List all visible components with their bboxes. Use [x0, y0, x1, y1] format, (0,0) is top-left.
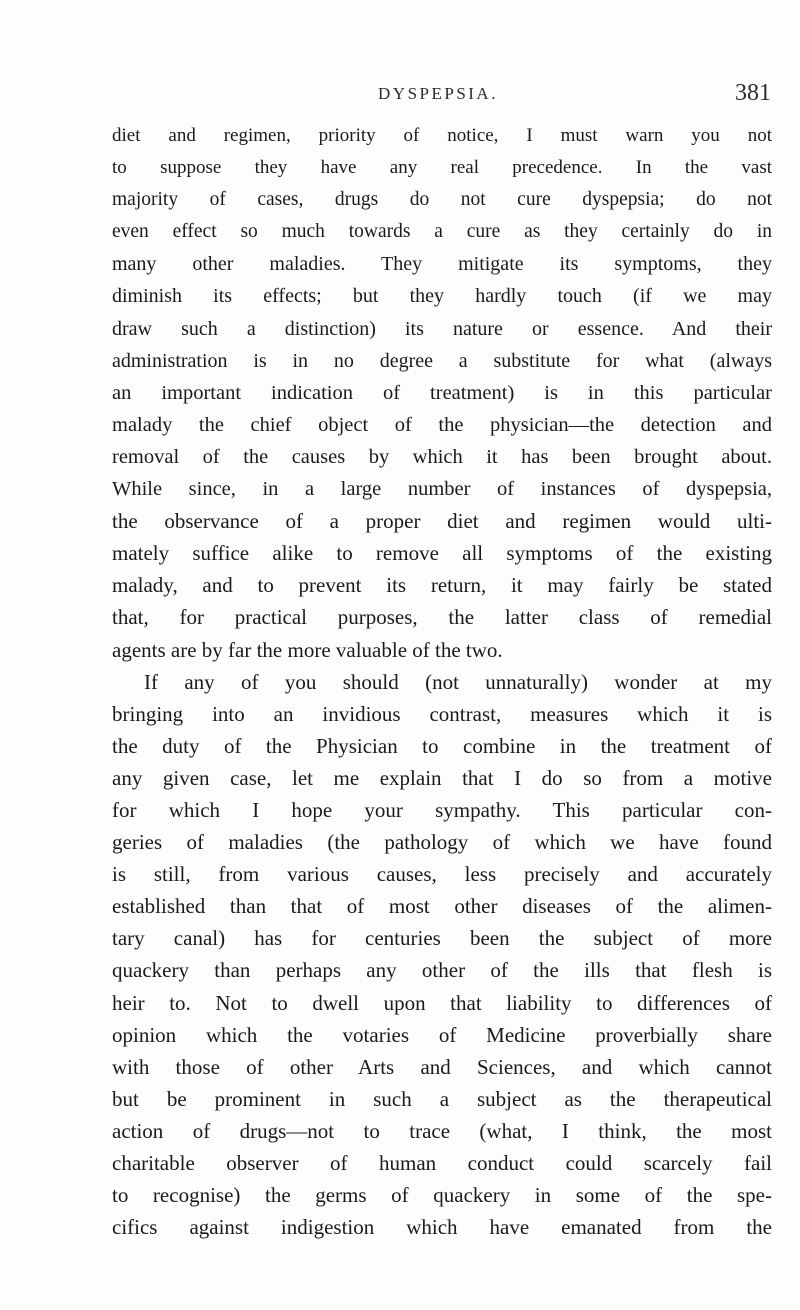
text-line: many other maladies. They mitigate its symptoms, they: [112, 253, 772, 276]
text-line: any given case, let me explain that I do so from a motive: [112, 765, 772, 790]
text-line: mately suffice alike to remove all symptoms of the existing: [112, 541, 772, 566]
text-line: to recognise) the germs of quackery in some of the spe-: [112, 1183, 772, 1208]
text-line: action of drugs—not to trace (what, I think, the most: [112, 1118, 772, 1143]
text-line: administration is in no degree a substitute for what (always: [112, 349, 772, 372]
text-line: While since, in a large number of instances of dyspepsia,: [112, 478, 772, 501]
text-line: with those of other Arts and Sciences, and which cannot: [112, 1054, 772, 1079]
text-line: tary canal) has for centuries been the subject of more: [112, 926, 772, 951]
text-line: to suppose they have any real precedence. In the vast: [112, 157, 772, 179]
text-line: diet and regimen, priority of notice, I must warn you not: [112, 125, 772, 146]
text-line: bringing into an invidious contrast, measures which it is: [112, 701, 772, 726]
paragraph-start-line: If any of you should (not unnaturally) wonder at my: [144, 669, 772, 694]
page-number: 381: [735, 80, 771, 106]
text-line: cifics against indigestion which have emanated from the: [112, 1215, 772, 1240]
running-head: [105, 80, 771, 110]
text-line: the duty of the Physician to combine in the treatment of: [112, 733, 772, 758]
text-line: heir to. Not to dwell upon that liability to differences of: [112, 990, 772, 1015]
text-line: quackery than perhaps any other of the ills that flesh is: [112, 958, 772, 983]
body-text: [112, 120, 772, 1243]
text-line: for which I hope your sympathy. This particular con-: [112, 797, 772, 822]
text-line: charitable observer of human conduct could scarcely fail: [112, 1151, 772, 1175]
text-line: agents are by far the more valuable of the two.: [112, 637, 503, 662]
text-line: established than that of most other diseases of the alimen-: [112, 894, 772, 919]
running-title: DYSPEPSIA.: [378, 84, 498, 103]
text-line: malady the chief object of the physician—the detection and: [112, 413, 772, 436]
text-line: is still, from various causes, less precisely and accurately: [112, 862, 772, 887]
text-line: removal of the causes by which it has been brought about.: [112, 445, 772, 468]
text-line: even effect so much towards a cure as they certainly do in: [112, 221, 772, 243]
text-line: diminish its effects; but they hardly touch (if we may: [112, 285, 772, 308]
text-line: malady, and to prevent its return, it may fairly be stated: [112, 573, 772, 598]
text-line: opinion which the votaries of Medicine proverbially share: [112, 1022, 772, 1047]
text-line: but be prominent in such a subject as the therapeutical: [112, 1086, 772, 1111]
text-line: that, for practical purposes, the latter class of remedial: [112, 605, 772, 630]
text-line: draw such a distinction) its nature or essence. And their: [112, 317, 772, 340]
text-line: majority of cases, drugs do not cure dyspepsia; do not: [112, 189, 772, 211]
text-line: geries of maladies (the pathology of which we have found: [112, 830, 772, 855]
text-line: an important indication of treatment) is in this particular: [112, 381, 772, 404]
text-line: the observance of a proper diet and regimen would ulti-: [112, 509, 772, 534]
